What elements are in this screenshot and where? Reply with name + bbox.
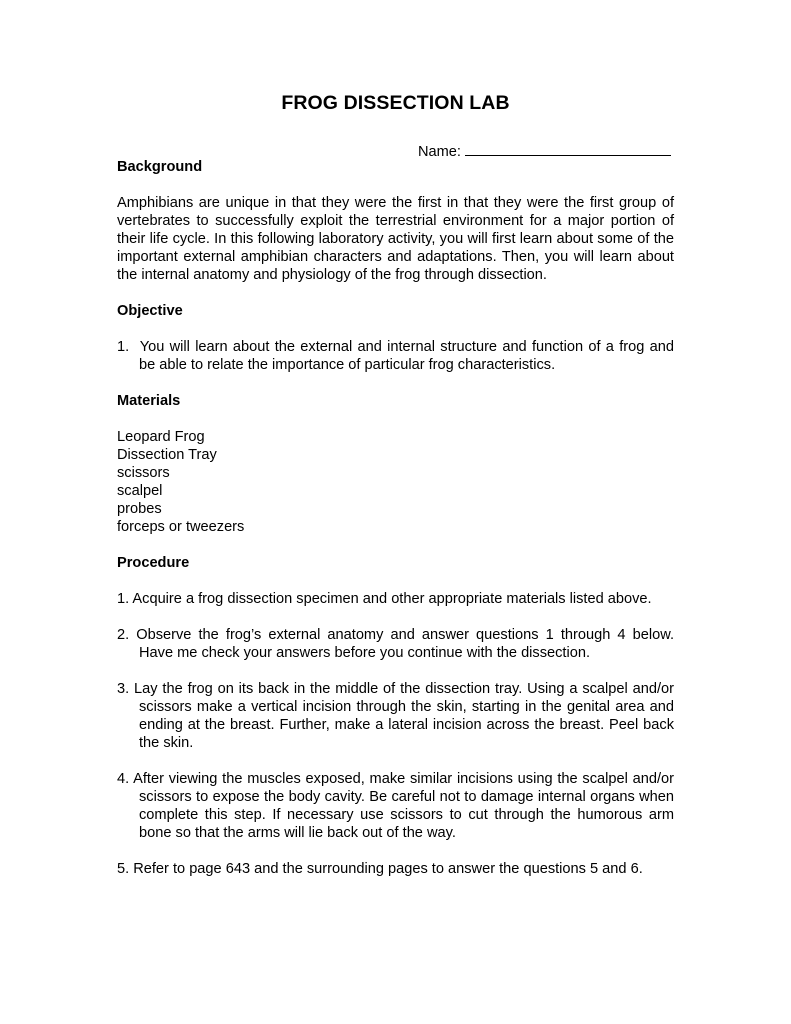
background-heading: Background (117, 159, 203, 175)
materials-item: Dissection Tray (117, 447, 217, 463)
spacer (117, 176, 674, 194)
spacer (117, 608, 674, 626)
objective-item-1: 1. You will learn about the external and internal structure and function of a frog and be able to relate the importance of particular frog characteristics. (117, 339, 674, 373)
materials-heading: Materials (117, 393, 181, 409)
name-label: Name: (418, 144, 461, 160)
spacer (117, 374, 674, 392)
spacer (117, 320, 674, 338)
procedure-step-4: 4. After viewing the muscles exposed, make similar incisions using the scalpel and/or scissors to expose the body cavity. Be careful not to damage internal organs when complete this step. If necessary use scissors to cut through the humorous arm bone so that the arms will lie back out of the way. (117, 771, 674, 841)
procedure-step-3: 3. Lay the frog on its back in the middle of the dissection tray. Using a scalpel and/or scissors make a vertical incision through the skin, starting in the genital area and ending at the breast. Further, make a lateral incision across the breast. Peel back the skin. (117, 681, 674, 751)
page-title: FROG DISSECTION LAB (281, 92, 510, 114)
materials-item: forceps or tweezers (117, 519, 245, 535)
document-body (117, 158, 674, 878)
background-paragraph: Amphibians are unique in that they were the first in that they were the first group of vertebrates to successfully exploit the terrestrial environment for a major portion of their life cycle. In this following laboratory activity, you will first learn about some of the important external amphibian characters and adaptations. Then, you will learn about the internal anatomy and physiology of the frog through dissection. (117, 195, 674, 283)
procedure-step-5: 5. Refer to page 643 and the surrounding pages to answer the questions 5 and 6. (117, 861, 643, 877)
spacer (117, 662, 674, 680)
spacer (117, 572, 674, 590)
objective-heading: Objective (117, 303, 183, 319)
spacer (117, 842, 674, 860)
materials-item: scissors (117, 465, 170, 481)
materials-list (117, 428, 674, 536)
procedure-heading: Procedure (117, 555, 190, 571)
procedure-step-1: 1. Acquire a frog dissection specimen and other appropriate materials listed above. (117, 591, 652, 607)
spacer (117, 410, 674, 428)
procedure-step-2: 2. Observe the frog’s external anatomy and answer questions 1 through 4 below. Have me check your answers before you continue with the dissection. (117, 627, 674, 661)
spacer (117, 752, 674, 770)
spacer (117, 536, 674, 554)
materials-item: scalpel (117, 483, 163, 499)
name-blank-line (465, 141, 671, 156)
materials-item: probes (117, 501, 162, 517)
spacer (117, 284, 674, 302)
materials-item: Leopard Frog (117, 429, 205, 445)
